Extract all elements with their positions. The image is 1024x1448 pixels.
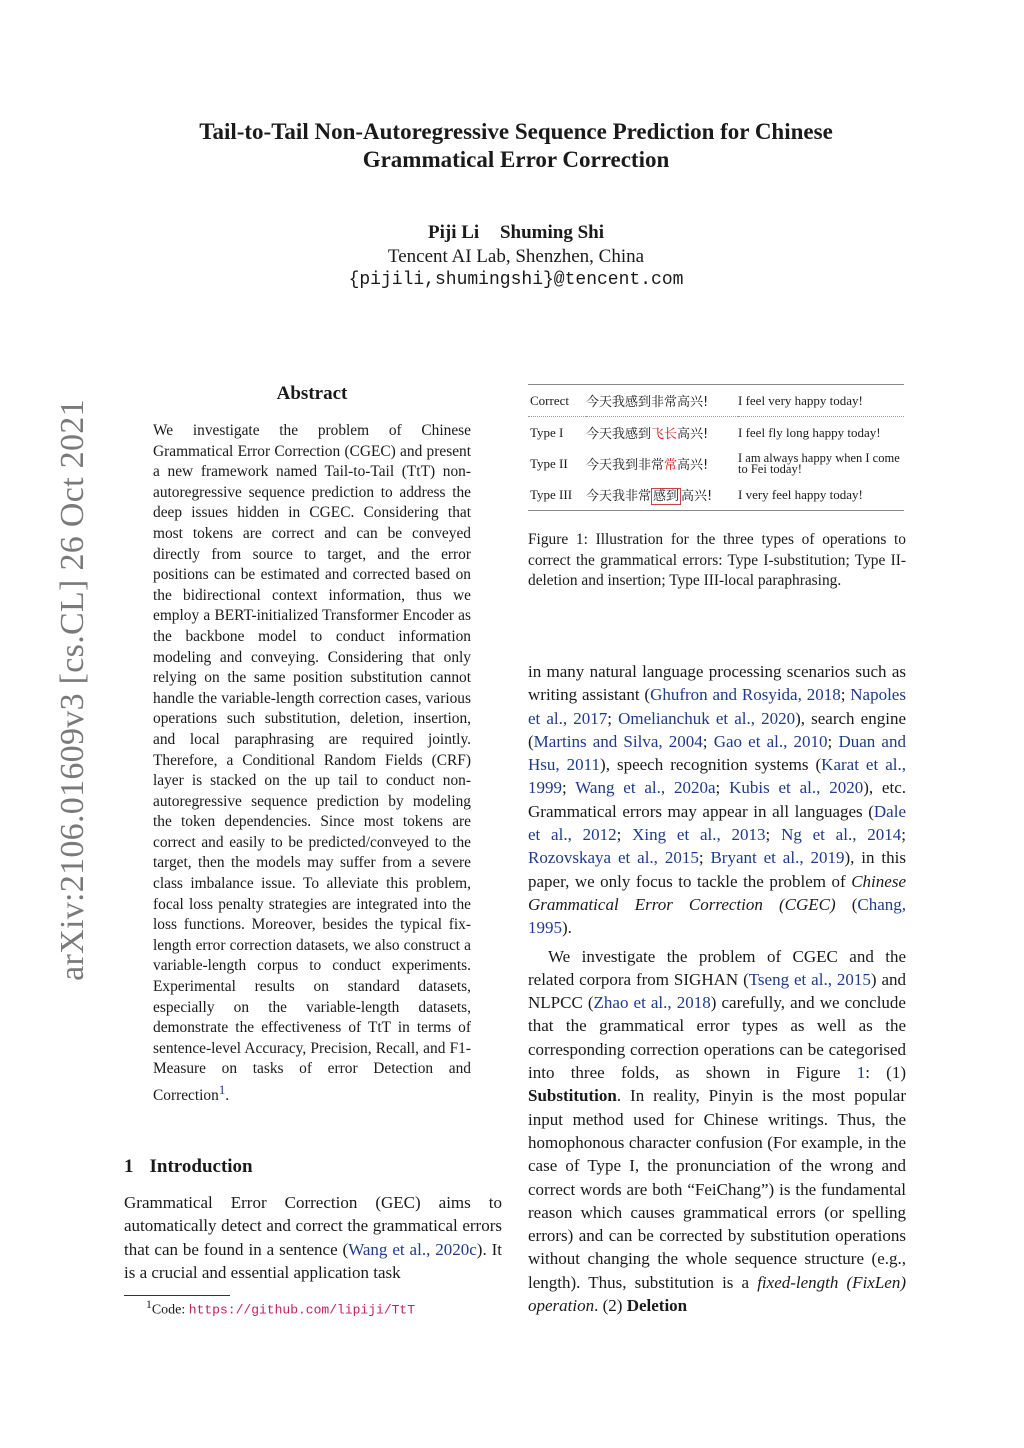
section-number: 1	[124, 1156, 134, 1177]
figure-1-caption: Figure 1: Illustration for the three types of operations to correct the grammatical errors: Type I-substitution; Type II-deletion and insertion; Type III-local paraphrasing.	[528, 531, 906, 590]
text-run: ), etc. Grammatical errors may appear in all languages (	[528, 778, 906, 821]
error-mark: 常	[664, 458, 678, 473]
citation-link[interactable]: Wang et al., 2020c	[348, 1239, 477, 1259]
citation-link[interactable]: Duan and Hsu, 2011	[528, 731, 906, 775]
citation-link[interactable]: Rozovskaya et al., 2015	[528, 848, 699, 868]
intro-text-cont: ). It is a crucial and essential application task	[124, 1239, 502, 1282]
affiliation: Tencent AI Lab, Shenzhen, China	[387, 246, 645, 267]
text-run: ;	[607, 708, 619, 728]
citation-link[interactable]: Karat et al., 1999	[528, 755, 906, 798]
english-translation: I feel fly long happy today!	[738, 424, 881, 440]
right-column-text	[528, 660, 906, 1317]
paragraph	[528, 660, 906, 940]
text-run: ;	[715, 778, 730, 798]
english-translation: I feel very happy today!	[738, 385, 904, 417]
abstract-body: We investigate the problem of Chinese Grammatical Error Correction (CGEC) and present a new framework named Tail-to-Tail (TtT) non-autoregressive sequence prediction to address the deep issues hidden in CGEC. Considering that most tokens are correct and can be conveyed directly from source to target, and the error positions can be estimated and corrected based on the bidirectional context information, thus we employ a BERT-initialized Transformer Encoder as the backbone model to conduct information modeling and conveying. Considering that only relying on the same position substitution cannot handle the variable-length correction cases, various operations such substitution, deletion, insertion, and local paraphrasing are required jointly. Therefore, a Conditional Random Fields (CRF) layer is stacked on the up tail to conduct non-autoregressive sequence prediction by modeling the token dependencies. Since most tokens are correct and easily to be predicted/conveyed to the target, then the models may suffer from a severe class imbalance issue. To alleviate this problem, focal loss penalty strategies are integrated into the loss functions. Moreover, besides the typical fix-length error correction datasets, we also construct a variable-length corpus to conduct experiments. Experimental results on standard datasets, especially on the variable-length datasets, demonstrate the effectiveness of TtT in terms of sentence-level Accuracy, Precision, Recall, and F1-Measure on tasks of error Detection and Correction$^1$.	[153, 422, 471, 1105]
section-title: Introduction	[149, 1156, 253, 1177]
citation-link[interactable]: Martins and Silva, 2004	[533, 731, 703, 751]
text-run: (	[835, 894, 858, 914]
text-run: Chinese Grammatical Error Correction (CGEC)	[528, 871, 906, 914]
text-run: in many natural language processing scenarios such as writing assistant (	[528, 662, 906, 705]
text-run: ;	[827, 731, 839, 751]
citation-link[interactable]: 1	[856, 1063, 866, 1083]
text-run: ) carefully, and we conclude that the grammatical error types as well as the corresponding correction operations can be categorised into three folds, as shown in Figure	[528, 993, 906, 1083]
text-run: Deletion	[626, 1296, 688, 1316]
intro-text: Grammatical Error Correction (GEC) aims to automatically detect and correct the grammatical errors that can be found in a sentence (	[124, 1193, 502, 1259]
section-heading	[124, 1156, 253, 1178]
citation-link[interactable]: Ghufron and Rosyida, 2018	[650, 685, 841, 705]
arxiv-stamp	[2, 290, 91, 1090]
text-run: ;	[562, 778, 576, 798]
paragraph	[528, 945, 906, 1318]
text-run: Substitution	[528, 1086, 617, 1106]
error-mark: 感到	[653, 489, 680, 504]
text-run: ) and NLPCC (	[528, 969, 906, 1013]
abstract-text: We investigate the problem of Chinese Grammatical Error Correction (CGEC) and present a new framework named Tail-to-Tail (TtT) non-autoregressive sequence prediction to address the deep issues hidden in CGEC. Considering that most tokens are correct and can be conveyed directly from source to target, and the error positions can be estimated and corrected based on the bidirectional context information, thus we employ a BERT-initialized Transformer Encoder as the backbone model to conduct information modeling and conveying. Considering that only relying on the same position substitution cannot handle the variable-length correction cases, various operations such substitution, deletion, insertion, and local paraphrasing are required jointly. Therefore, a Conditional Random Fields (CRF) layer is stacked on the up tail to conduct non-autoregressive sequence prediction by modeling the token dependencies. Since most tokens are correct and easily to be predicted/conveyed to the target, then the models may suffer from a severe class imbalance issue. To alleviate this problem, focal loss penalty strategies are integrated into the loss functions. Moreover, besides the typical fix-length error correction datasets, we also construct a variable-length corpus to conduct experiments. Experimental results on standard datasets, especially on the variable-length datasets, demonstrate the effectiveness of TtT in terms of sentence-level Accuracy, Precision, Recall, and F1-Measure on tasks of error Detection and Correction	[153, 422, 471, 1105]
citation-link[interactable]: Napoles et al., 2017	[528, 685, 906, 728]
footnote-label: Code:	[151, 1302, 189, 1318]
english-translation: I very feel happy today!	[738, 479, 904, 511]
text-run: . (2)	[594, 1296, 627, 1316]
footnote	[146, 1298, 415, 1319]
english-translation: I am always happy when I come to Fei today!	[738, 450, 900, 476]
footnote-mark: 1	[146, 1298, 152, 1311]
row-label: Correct	[528, 385, 586, 417]
row-label: Type III	[528, 479, 586, 511]
footnote-divider	[124, 1295, 230, 1296]
intro-paragraph	[124, 1191, 502, 1284]
figure-row	[528, 417, 904, 449]
figure-row	[528, 479, 904, 511]
text-run: : (1)	[865, 1063, 906, 1083]
citation-link[interactable]: Chang, 1995	[528, 894, 906, 938]
citation-link[interactable]: Zhao et al., 2018	[593, 993, 711, 1013]
text-run: We investigate the problem of CGEC and the related corpora from SIGHAN (	[528, 946, 906, 989]
citation-link[interactable]: Wang et al., 2020a	[575, 778, 716, 798]
figure-row	[528, 385, 904, 417]
citation-link[interactable]: Kubis et al., 2020	[729, 778, 864, 798]
text-run: ).	[562, 918, 572, 938]
row-label: Type II	[530, 455, 568, 471]
chinese-sentence: 今天我到非常常高兴!	[586, 458, 709, 473]
text-run: ;	[616, 825, 633, 845]
text-run: ;	[765, 825, 782, 845]
figure-row	[528, 448, 904, 479]
error-mark: 飞长	[651, 427, 678, 442]
citation-link[interactable]: Omelianchuk et al., 2020	[618, 708, 796, 728]
row-label: Type I	[530, 424, 564, 440]
text-run: ), search engine (	[528, 708, 906, 751]
code-url-link[interactable]: https://github.com/lipiji/TtT	[188, 1302, 416, 1318]
title-line-1: Tail-to-Tail Non-Autoregressive Sequence Prediction for Chinese	[199, 119, 833, 144]
author-1: Piji Li	[428, 222, 480, 243]
text-run: ;	[702, 731, 714, 751]
figure-1-table	[528, 384, 904, 512]
chinese-sentence: 今天我感到飞长高兴!	[586, 427, 709, 442]
author-email[interactable]: {pijili,shumingshi}@tencent.com	[348, 270, 684, 290]
text-run: ;	[840, 685, 851, 705]
abstract-heading: Abstract	[276, 383, 348, 404]
chinese-sentence: 今天我感到非常高兴!	[586, 385, 738, 417]
author-list	[100, 222, 932, 244]
text-run: . In reality, Pinyin is the most popular input method used for Chinese writings. Thus, the homophonous character confusion (For example, in the case of Type I, the pronunciation of the wrong and correct words are both “FeiChang”) is the fundamental reason which causes grammatical errors (or spelling errors) and can be corrected by substitution operations without changing the whole sequence structure (e.g., length). Thus, substitution is a	[528, 1086, 906, 1292]
title-line-2: Grammatical Error Correction	[362, 147, 670, 172]
citation-link[interactable]: Tseng et al., 2015	[748, 969, 871, 989]
text-run: ), in this paper, we only focus to tackle the problem of	[528, 848, 906, 891]
citation-link[interactable]: Bryant et al., 2019	[710, 848, 845, 868]
paper-title	[100, 118, 932, 174]
citation-link[interactable]: Dale et al., 2012	[528, 801, 906, 845]
citation-link[interactable]: Ng et al., 2014	[781, 825, 902, 845]
text-run: ;	[698, 848, 711, 868]
author-2: Shuming Shi	[499, 222, 604, 243]
arxiv-stamp-text: arXiv:2106.01609v3 [cs.CL] 26 Oct 2021	[54, 399, 91, 981]
footnote-ref[interactable]: 1	[218, 1083, 226, 1097]
text-run: ), speech recognition systems (	[600, 755, 822, 775]
text-run: ;	[901, 825, 906, 845]
citation-link[interactable]: Xing et al., 2013	[632, 825, 766, 845]
citation-link[interactable]: Gao et al., 2010	[713, 731, 828, 751]
text-run: fixed-length (FixLen) operation	[528, 1272, 906, 1316]
chinese-sentence: 今天我非常 感到 高兴!	[586, 479, 738, 511]
